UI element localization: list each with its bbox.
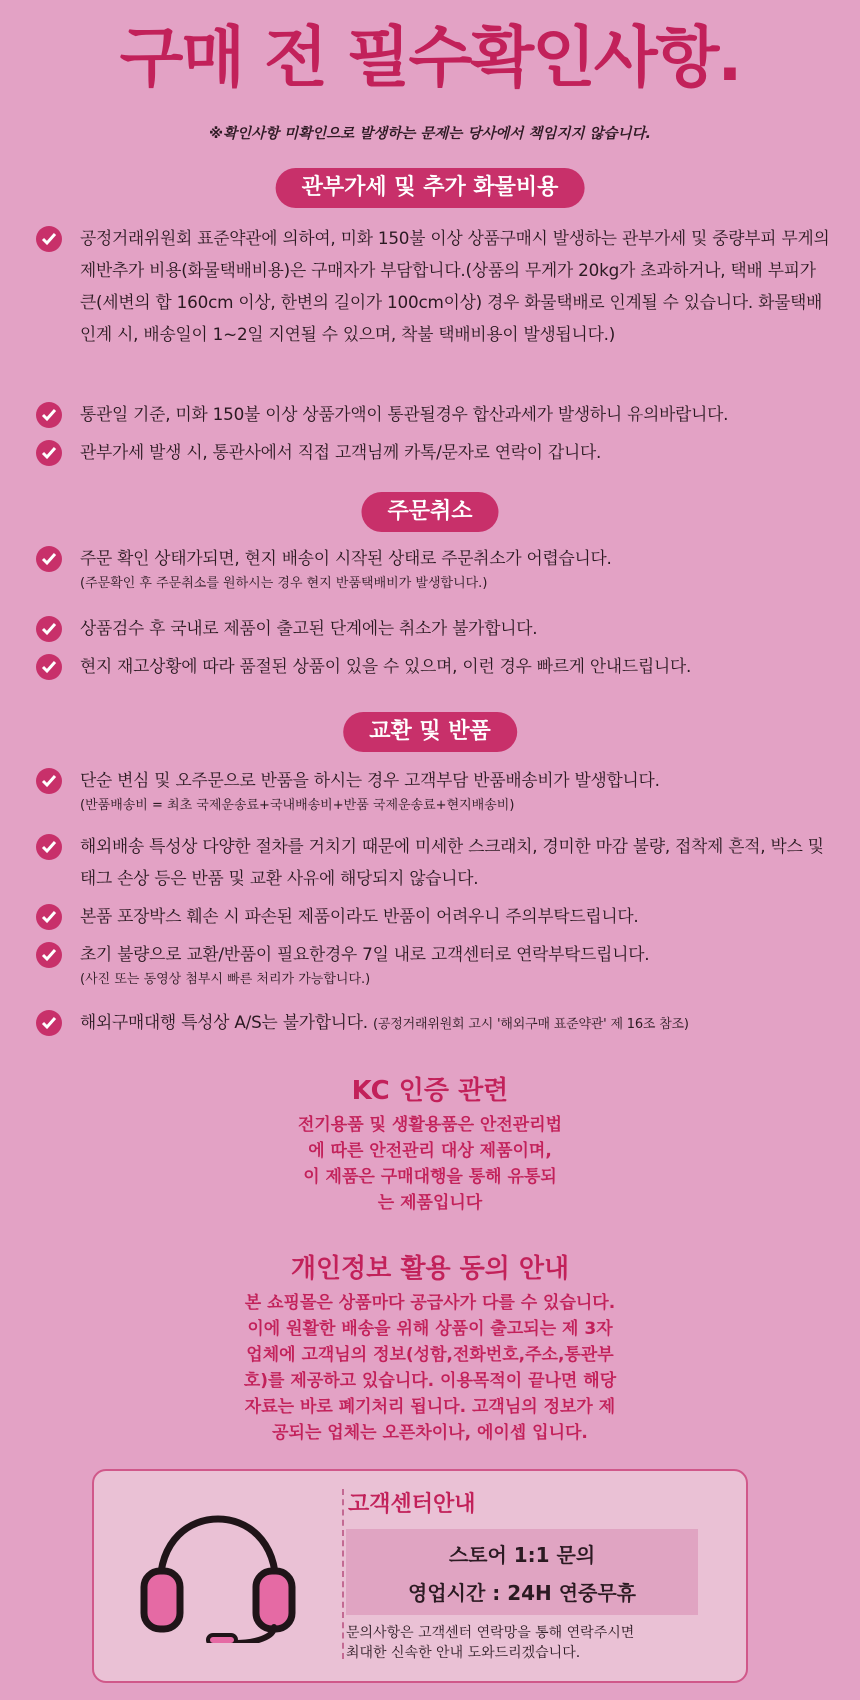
disclaimer: ※확인사항 미확인으로 발생하는 문제는 당사에서 책임지지 않습니다. [208,126,652,142]
check-circle-icon [36,226,62,252]
list-item [36,938,836,990]
section-heading-customs: 관부가세 및 추가 화물비용 [276,168,585,208]
check-circle-icon [36,402,62,428]
kc-line: 는 제품입니다 [377,1193,483,1213]
note-line: 문의사항은 고객센터 연락망을 통해 연락주시면 [346,1625,635,1641]
note-line: 최대한 신속한 안내 도와드리겠습니다. [346,1645,581,1661]
check-circle-icon [36,768,62,794]
list-item-text: 관부가세 발생 시, 통관사에서 직접 고객님께 카톡/문자로 연락이 갑니다. [80,442,602,462]
list-item-text: 공정거래위원회 표준약관에 의하여, 미화 150불 이상 상품구매시 발생하는 관부가세 및 중량부피 무게의 제반추가 비용(화물택배비용)은 구매자가 부담합니다.(상품의 무게가 20kg가 초과하거나, 택배 부피가 큰(세변의 합 160cm 이상, 한변의 길이가 100cm이상) 경우 화물택배로 인계될 수 있습니다. 화물택배 인계 시, 배송일이 1~2일 지연될 수 있으며, 착불 택배비용이 발생됩니다.) [80,228,830,344]
list-item [36,764,836,816]
check-circle-icon [36,440,62,466]
contact-info-panel [346,1529,698,1615]
list-item [36,398,836,430]
privacy-line: 이에 원활한 배송을 위해 상품이 출고되는 제 3자 [247,1319,613,1339]
list-item-note: (공정거래위원회 고시 '해외구매 표준약관' 제 16조 참조) [373,1017,689,1032]
list-item-text [80,1006,836,1041]
inquiry-line: 스토어 1:1 문의 [448,1543,596,1567]
check-circle-icon [36,546,62,572]
list-item [36,1006,836,1041]
list-item-text: 현지 재고상황에 따라 품절된 상품이 있을 수 있으며, 이런 경우 빠르게 안내드립니다. [80,656,692,676]
section-heading-privacy: 개인정보 활용 동의 안내 [290,1254,570,1284]
customer-center-box [92,1469,748,1683]
kc-line: 전기용품 및 생활용품은 안전관리법 [297,1115,563,1135]
check-circle-icon [36,1010,62,1036]
list-item-text: 통관일 기준, 미화 150불 이상 상품가액이 통관될경우 합산과세가 발생하니 유의바랍니다. [80,404,729,424]
section-heading-kc: KC 인증 관련 [351,1076,509,1106]
list-item-text: 주문 확인 상태가되면, 현지 배송이 시작된 상태로 주문취소가 어렵습니다. [80,548,612,568]
privacy-line: 호)를 제공하고 있습니다. 이용목적이 끝나면 해당 [243,1371,617,1391]
list-item-subnote: (주문확인 후 주문취소를 원하시는 경우 현지 반품택배비가 발생합니다.) [80,576,488,591]
list-item-text: 초기 불량으로 교환/반품이 필요한경우 7일 내로 고객센터로 연락부탁드립니다. [80,944,650,964]
section-heading-cancel: 주문취소 [361,492,498,532]
kc-line: 이 제품은 구매대행을 통해 유통되 [303,1167,557,1187]
divider [342,1489,344,1659]
check-circle-icon [36,654,62,680]
check-circle-icon [36,942,62,968]
list-item [36,222,836,350]
list-item [36,542,836,594]
list-item-text: 단순 변심 및 오주문으로 반품을 하시는 경우 고객부담 반품배송비가 발생합니다. [80,770,660,790]
list-item-text: 본품 포장박스 훼손 시 파손된 제품이라도 반품이 어려우니 주의부탁드립니다. [80,906,639,926]
page-title: 구매 전 필수확인사항. [119,19,741,96]
privacy-line: 공되는 업체는 오픈차이나, 에이셉 입니다. [272,1423,588,1443]
kc-text [180,1112,680,1216]
privacy-line: 자료는 바로 폐기처리 됩니다. 고객님의 정보가 제 [244,1397,616,1417]
list-item [36,612,836,644]
list-item-main: 해외구매대행 특성상 A/S는 불가합니다. [80,1012,368,1032]
check-circle-icon [36,834,62,860]
privacy-line: 업체에 고객님의 정보(성함,전화번호,주소,통관부 [246,1345,614,1365]
check-circle-icon [36,616,62,642]
privacy-line: 본 쇼핑몰은 상품마다 공급사가 다를 수 있습니다. [244,1293,616,1313]
check-circle-icon [36,904,62,930]
list-item [36,650,836,682]
list-item-subnote: (사진 또는 동영상 첨부시 빠른 처리가 가능합니다.) [80,972,371,987]
section-heading-returns: 교환 및 반품 [343,712,517,752]
list-item-text: 상품검수 후 국내로 제품이 출고된 단계에는 취소가 불가합니다. [80,618,538,638]
list-item [36,830,836,894]
kc-line: 에 따른 안전관리 대상 제품이며, [308,1141,552,1161]
privacy-text [170,1290,690,1446]
list-item-subnote: (반품배송비 = 최초 국제운송료+국내배송비+반품 국제운송료+현지배송비) [80,798,515,813]
customer-center-note [346,1623,726,1663]
list-item [36,436,836,468]
customer-center-title: 고객센터안내 [348,1492,476,1517]
hours-line: 영업시간 : 24H 연중무휴 [407,1581,637,1605]
headset-icon [138,1513,298,1643]
list-item-text: 해외배송 특성상 다양한 절차를 거치기 때문에 미세한 스크래치, 경미한 마감 불량, 접착제 흔적, 박스 및 태그 손상 등은 반품 및 교환 사유에 해당되지 않습니다. [80,836,824,888]
list-item [36,900,836,932]
